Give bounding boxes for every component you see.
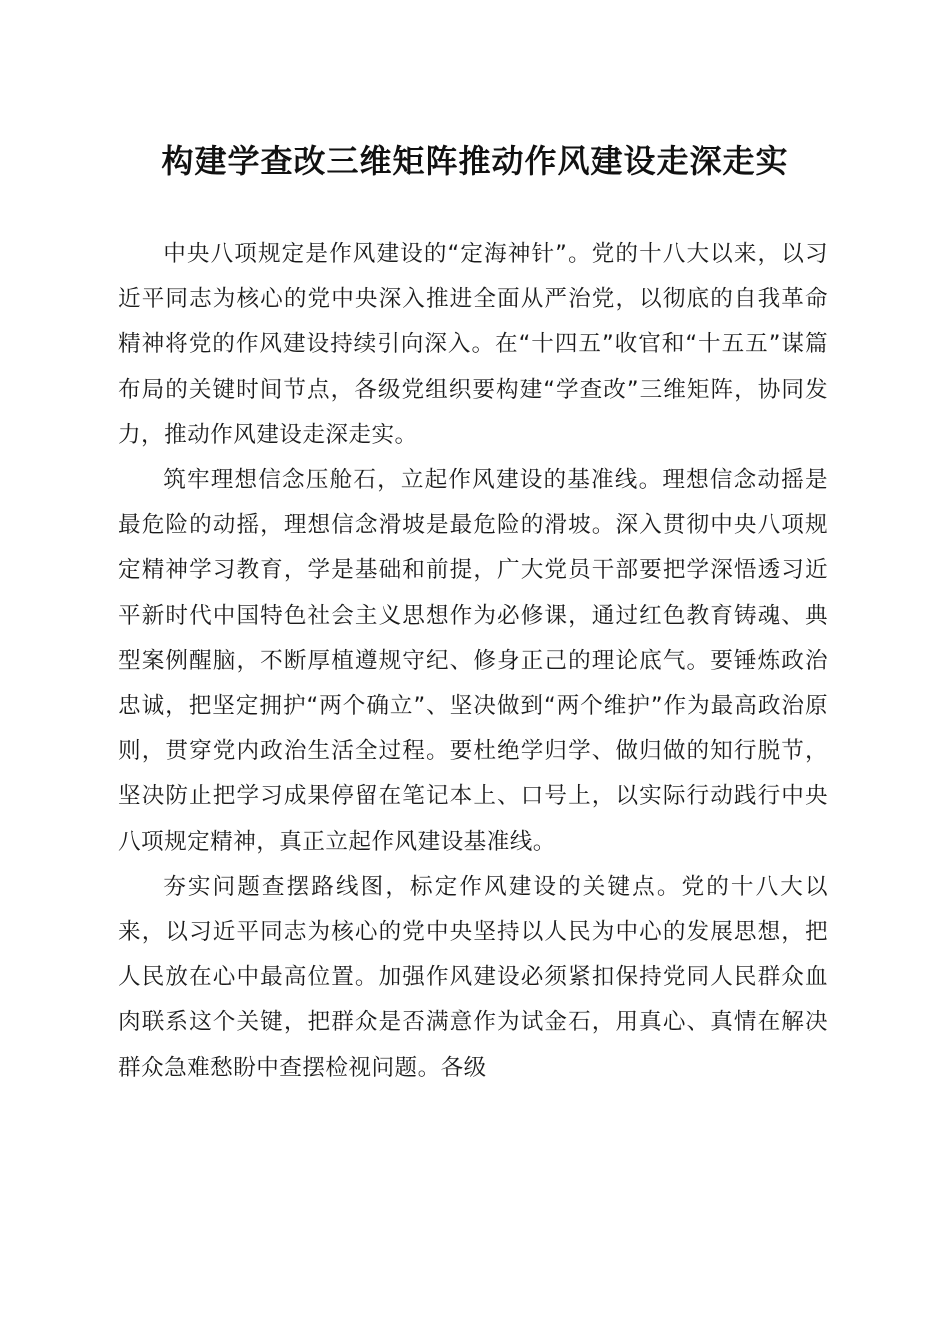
paragraph-intro: 中央八项规定是作风建设的“定海神针”。党的十八大以来，以习近平同志为核心的党中央深入推进全面从严治党，以彻底的自我革命精神将党的作风建设持续引向深入。在“十四五”收官和“十五五”谋篇布局的关键时间节点，各级党组织要构建“学查改”三维矩阵，协同发力，推动作风建设走深走实。 — [118, 241, 828, 448]
document-body — [118, 232, 828, 1091]
paragraph-ideals: 筑牢理想信念压舱石，立起作风建设的基准线。理想信念动摇是最危险的动摇，理想信念滑坡是最危险的滑坡。深入贯彻中央八项规定精神学习教育，学是基础和前提，广大党员干部要把学深悟透习近平新时代中国特色社会主义思想作为必修课，通过红色教育铸魂、典型案例醒脑，不断厚植遵规守纪、修身正己的理论底气。要锤炼政治忠诚，把坚定拥护“两个确立”、坚决做到“两个维护”作为最高政治原则，贯穿党内政治生活全过程。要杜绝学归学、做归做的知行脱节，坚决防止把学习成果停留在笔记本上、口号上，以实际行动践行中央八项规定精神，真正立起作风建设基准线。 — [118, 467, 828, 855]
paragraph-problems: 夯实问题查摆路线图，标定作风建设的关键点。党的十八大以来，以习近平同志为核心的党中央坚持以人民为中心的发展思想，把人民放在心中最高位置。加强作风建设必须紧扣保持党同人民群众血肉联系这个关键，把群众是否满意作为试金石，用真心、真情在解决群众急难愁盼中查摆检视问题。各级 — [118, 873, 828, 1081]
document-title: 构建学查改三维矩阵推动作风建设走深走实 — [161, 142, 789, 180]
